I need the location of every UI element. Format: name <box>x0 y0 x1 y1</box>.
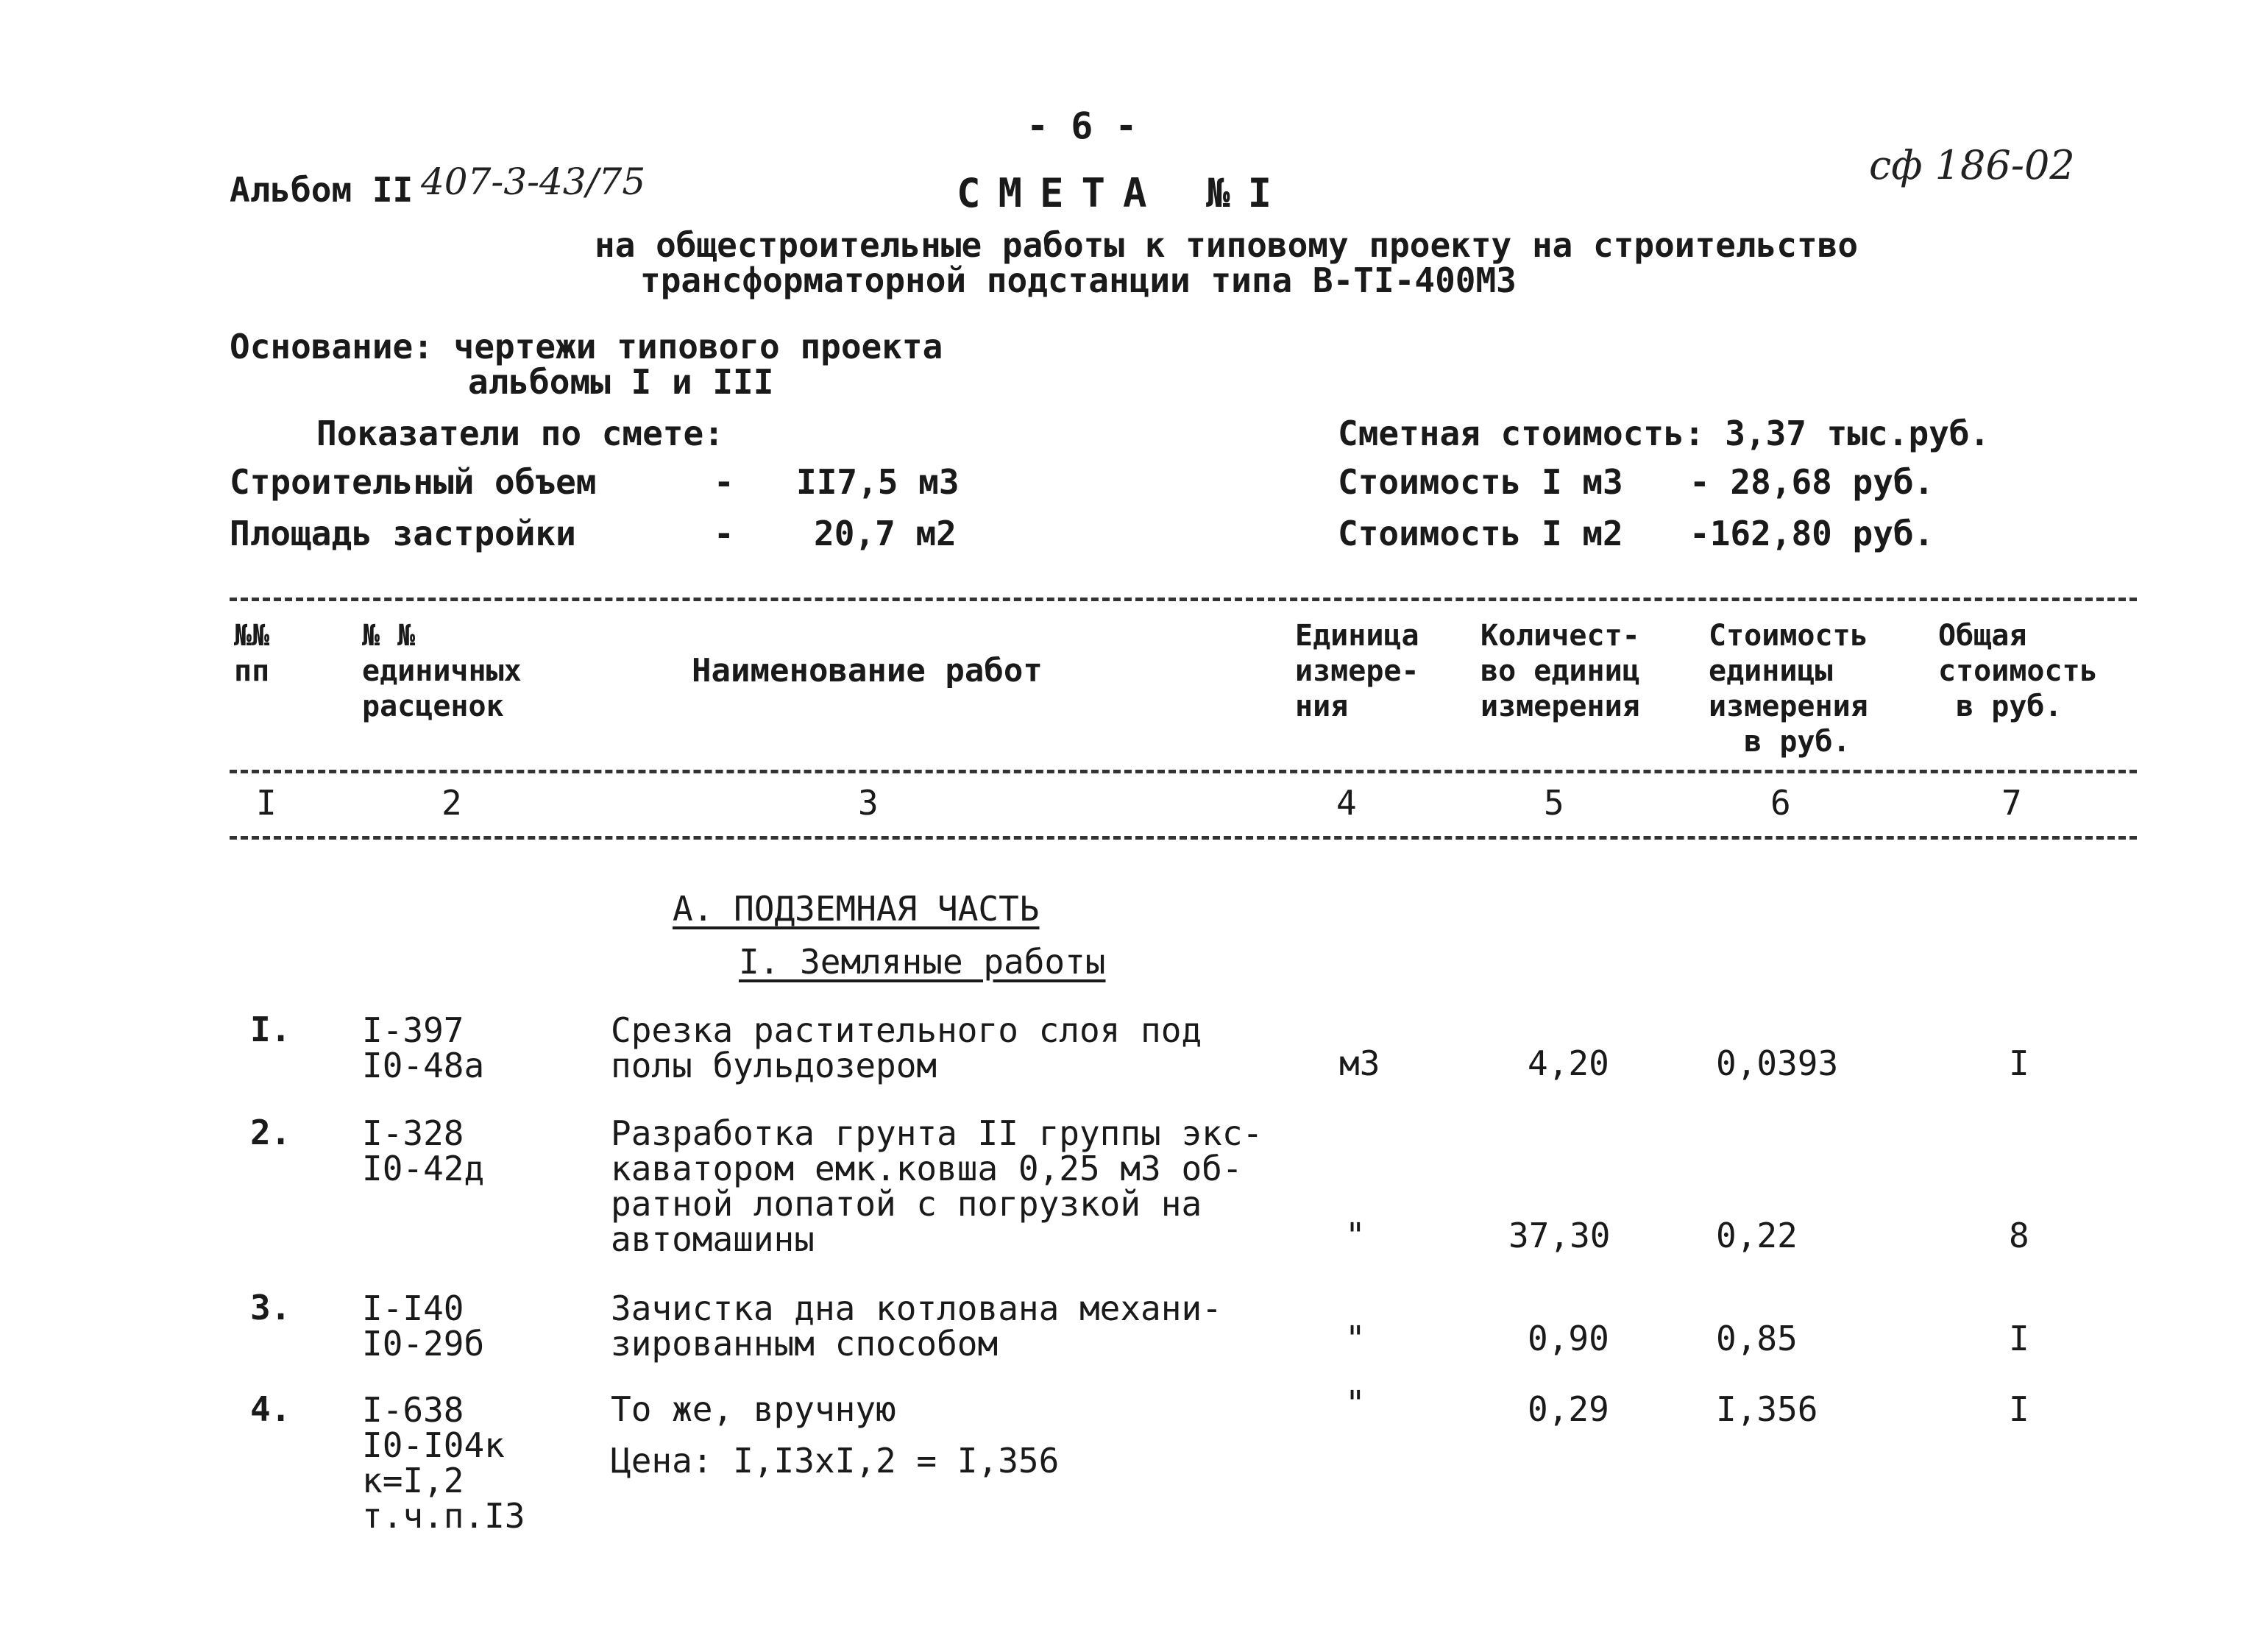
row-1-unit: м3 <box>1339 1043 1380 1083</box>
row-3-price: 0,85 <box>1716 1319 1798 1358</box>
volume-dash: - <box>714 462 734 502</box>
cost-m2-value: -162,80 руб. <box>1689 514 1934 553</box>
row-4-number: 4. <box>250 1389 291 1429</box>
row-4-total: I <box>2009 1389 2029 1429</box>
volume-value: II7,5 м3 <box>796 462 960 502</box>
row-2-codes: I-328 I0-42д <box>362 1113 485 1188</box>
col-number-4: 4 <box>1336 783 1357 823</box>
header-col-5: Количест- во единиц измерения <box>1480 619 1640 723</box>
row-1-total: I <box>2009 1043 2029 1083</box>
table-top-rule <box>230 598 2137 601</box>
header-col-4: Единица измере- ния <box>1295 619 1419 723</box>
area-dash: - <box>714 514 734 553</box>
subsection-heading: I. Земляные работы <box>739 942 1106 982</box>
row-2-qty: 37,30 <box>1508 1216 1611 1255</box>
row-3-qty: 0,90 <box>1528 1319 1609 1358</box>
header-col-2: № № единичных расценок <box>362 619 522 723</box>
document-title: СМЕТА №I <box>957 170 1290 216</box>
album-label: Альбом II <box>230 170 414 210</box>
header-col-7: Общая стоимость в руб. <box>1938 619 2098 723</box>
page-number: - 6 - <box>1026 104 1138 147</box>
subtitle-line-2: трансформаторной подстанции типа В-ТI-400МЗ <box>640 260 1517 300</box>
stamp-handwritten: сф 186-02 <box>1869 142 2075 188</box>
row-1-price: 0,0393 <box>1716 1043 1839 1083</box>
header-col-3: Наименование работ <box>692 652 1043 689</box>
row-2-unit: " <box>1345 1216 1366 1255</box>
row-3-unit: " <box>1345 1319 1366 1358</box>
row-4-name: То же, вручную <box>611 1389 896 1429</box>
cost-m3-value: - 28,68 руб. <box>1689 462 1934 502</box>
indicators-label: Показатели по смете: <box>316 414 724 453</box>
subtitle-line-1: на общестроительные работы к типовому проекту на строительство <box>595 225 1859 265</box>
row-4-price: I,356 <box>1716 1389 1818 1429</box>
row-2-name: Разработка грунта II группы экс- каватором емк.ковша 0,25 м3 об- ратной лопатой с погрузкой на автомашины <box>611 1113 1263 1259</box>
basis-line-2: альбомы I и III <box>468 362 774 402</box>
cost-total: Сметная стоимость: 3,37 тыс.руб. <box>1338 414 1990 453</box>
row-1-name: Срезка растительного слоя под полы бульдозером <box>611 1010 1202 1085</box>
cost-m2-label: Стоимость I м2 <box>1338 514 1623 553</box>
row-4-price-note: Цена: I,I3хI,2 = I,356 <box>611 1441 1060 1481</box>
area-value: 20,7 м2 <box>814 514 957 553</box>
col-number-3: 3 <box>858 783 879 823</box>
table-columns-rule <box>230 836 2137 840</box>
row-3-number: 3. <box>250 1288 291 1327</box>
cost-m3-label: Стоимость I м3 <box>1338 462 1623 502</box>
basis-line-1: Основание: чертежи типового проекта <box>230 327 943 366</box>
col-number-2: 2 <box>441 783 462 823</box>
row-3-name: Зачистка дна котлована механи- зированным способом <box>611 1288 1222 1364</box>
area-label: Площадь застройки <box>230 514 576 553</box>
row-4-codes: I-638 I0-I04к к=I,2 т.ч.п.I3 <box>362 1390 525 1536</box>
col-number-5: 5 <box>1544 783 1564 823</box>
row-4-unit: " <box>1345 1383 1366 1423</box>
col-number-6: 6 <box>1770 783 1791 823</box>
row-1-codes: I-397 I0-48а <box>362 1010 485 1085</box>
row-2-number: 2. <box>250 1113 291 1152</box>
row-2-total: 8 <box>2009 1216 2029 1255</box>
header-col-1: №№ пп <box>234 619 270 688</box>
volume-label: Строительный объем <box>230 462 597 502</box>
col-number-1: I <box>256 783 277 823</box>
header-col-6: Стоимость единицы измерения в руб. <box>1709 619 1868 759</box>
table-header-rule <box>230 770 2137 773</box>
row-1-number: I. <box>250 1010 291 1049</box>
row-1-qty: 4,20 <box>1528 1043 1609 1083</box>
row-3-codes: I-I40 I0-29б <box>362 1288 485 1364</box>
section-heading: А. ПОДЗЕМНАЯ ЧАСТЬ <box>673 889 1040 929</box>
row-4-qty: 0,29 <box>1528 1389 1609 1429</box>
row-2-price: 0,22 <box>1716 1216 1798 1255</box>
row-3-total: I <box>2009 1319 2029 1358</box>
album-handwritten-number: 407-3-43/75 <box>421 160 646 203</box>
col-number-7: 7 <box>2001 783 2022 823</box>
